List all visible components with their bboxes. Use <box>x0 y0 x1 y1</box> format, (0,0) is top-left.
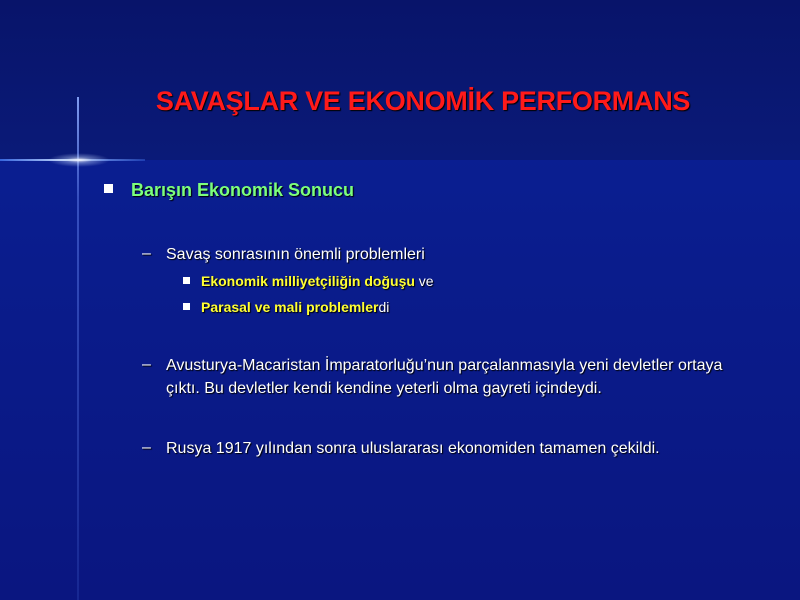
slide-title: SAVAŞLAR VE EKONOMİK PERFORMANS <box>155 86 691 116</box>
decorative-cross-glow <box>48 153 110 167</box>
nested-item <box>201 273 434 289</box>
dash-icon: – <box>142 439 151 456</box>
nested-item <box>201 299 389 315</box>
sub-item-text: Rusya 1917 yılından sonra uluslararası ekonomiden tamamen çekildi. <box>166 440 660 457</box>
header-band <box>0 0 800 160</box>
sub-item-text: Avusturya-Macaristan İmparatorluğu’nun parçalanmasıyla yeni devletler ortaya çıktı. Bu devletler kendi kendine yeterli olma gayreti içindeydi. <box>166 357 723 397</box>
decorative-vertical-line <box>77 97 79 600</box>
main-bullet-text: Barışın Ekonomik Sonucu <box>131 180 355 200</box>
square-bullet-icon <box>183 303 190 310</box>
suffix-text: di <box>378 299 390 315</box>
dash-icon: – <box>142 245 151 262</box>
square-bullet-icon <box>104 184 113 193</box>
sub-item-text: Savaş sonrasının önemli problemleri <box>166 246 425 263</box>
dash-icon: – <box>142 356 151 373</box>
square-bullet-icon <box>183 277 190 284</box>
highlight-text: Parasal ve mali problemler <box>201 299 379 315</box>
suffix-text: ve <box>414 273 434 289</box>
highlight-text: Ekonomik milliyetçiliğin doğuşu <box>201 273 415 289</box>
